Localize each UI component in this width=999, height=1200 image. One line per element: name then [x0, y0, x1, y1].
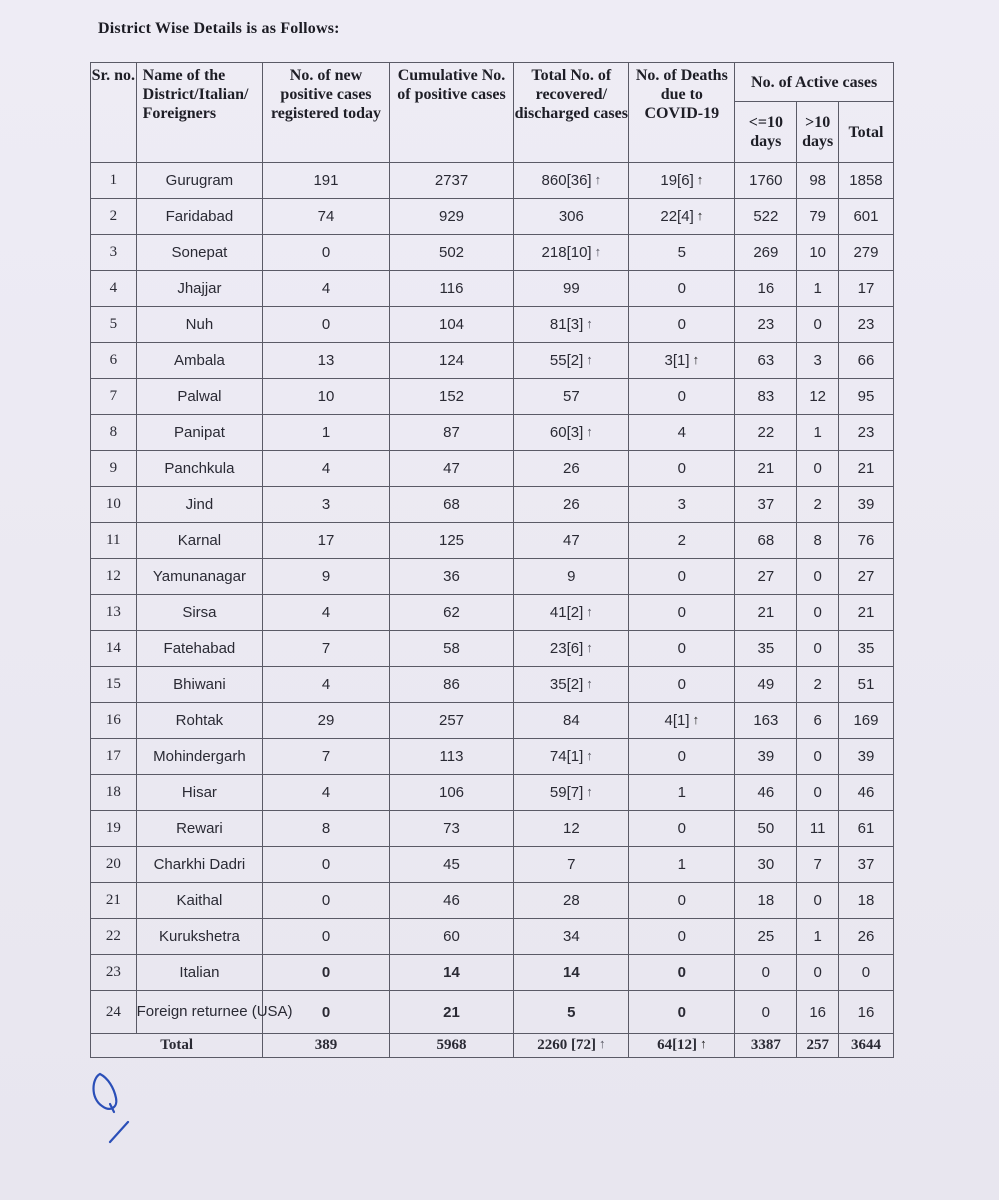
- page-heading: District Wise Details is as Follows:: [98, 20, 340, 37]
- up-arrow-icon: ↑: [586, 676, 593, 691]
- cell-active-le10: 1760: [735, 163, 797, 199]
- table-row: [91, 703, 894, 739]
- cell-active-total: 18: [838, 883, 893, 919]
- up-arrow-icon: ↑: [586, 748, 593, 763]
- total-active-total: 3644: [838, 1034, 893, 1058]
- cell-recovered: 28: [514, 883, 629, 919]
- cell-active-le10: 21: [735, 451, 797, 487]
- cell-cumulative: 62: [389, 595, 513, 631]
- cell-name: Palwal: [136, 379, 263, 415]
- district-table: [90, 62, 894, 1058]
- cell-cumulative: 46: [389, 883, 513, 919]
- cell-name: Foreign returnee (USA): [136, 991, 263, 1034]
- cell-new: 10: [263, 379, 390, 415]
- cell-recovered: 9: [514, 559, 629, 595]
- up-arrow-icon: ↑: [692, 712, 700, 727]
- cell-active-gt10: 7: [797, 847, 838, 883]
- up-arrow-icon: ↑: [586, 784, 593, 799]
- cell-cumulative: 58: [389, 631, 513, 667]
- cell-deaths: 1: [629, 775, 735, 811]
- cell-active-total: 21: [838, 451, 893, 487]
- table-row: [91, 487, 894, 523]
- cell-new: 191: [263, 163, 390, 199]
- cell-name: Panchkula: [136, 451, 263, 487]
- table-row: [91, 559, 894, 595]
- cell-name: Panipat: [136, 415, 263, 451]
- cell-sr: 18: [91, 775, 137, 811]
- cell-deaths: 19[6] ↑: [629, 163, 735, 199]
- cell-active-le10: 163: [735, 703, 797, 739]
- cell-active-gt10: 11: [797, 811, 838, 847]
- cell-cumulative: 104: [389, 307, 513, 343]
- table-row: [91, 415, 894, 451]
- cell-active-total: 169: [838, 703, 893, 739]
- cell-sr: 23: [91, 955, 137, 991]
- cell-active-le10: 16: [735, 271, 797, 307]
- cell-sr: 20: [91, 847, 137, 883]
- cell-recovered: 860[36] ↑: [514, 163, 629, 199]
- cell-recovered: 26: [514, 451, 629, 487]
- table-row: [91, 667, 894, 703]
- total-row: [91, 1034, 894, 1058]
- cell-active-gt10: 3: [797, 343, 838, 379]
- up-arrow-icon: ↑: [586, 640, 593, 655]
- cell-recovered: 23[6] ↑: [514, 631, 629, 667]
- cell-active-gt10: 16: [797, 991, 838, 1034]
- cell-active-le10: 22: [735, 415, 797, 451]
- cell-name: Sirsa: [136, 595, 263, 631]
- col-header-recovered: Total No. of recovered/ discharged cases: [514, 63, 629, 163]
- table-row: [91, 307, 894, 343]
- cell-recovered: 12: [514, 811, 629, 847]
- cell-active-gt10: 0: [797, 775, 838, 811]
- cell-active-total: 39: [838, 487, 893, 523]
- table-row: [91, 775, 894, 811]
- cell-name: Kaithal: [136, 883, 263, 919]
- cell-new: 4: [263, 271, 390, 307]
- cell-active-gt10: 0: [797, 307, 838, 343]
- cell-active-le10: 68: [735, 523, 797, 559]
- table-row: [91, 955, 894, 991]
- cell-active-total: 21: [838, 595, 893, 631]
- cell-recovered: 7: [514, 847, 629, 883]
- cell-deaths: 5: [629, 235, 735, 271]
- cell-recovered: 74[1] ↑: [514, 739, 629, 775]
- cell-new: 0: [263, 235, 390, 271]
- cell-deaths: 0: [629, 271, 735, 307]
- total-recovered: 2260 [72] ↑: [514, 1034, 629, 1058]
- table-row: [91, 235, 894, 271]
- up-arrow-icon: ↑: [700, 1036, 707, 1051]
- cell-active-total: 66: [838, 343, 893, 379]
- table-row: [91, 739, 894, 775]
- cell-cumulative: 60: [389, 919, 513, 955]
- cell-new: 7: [263, 631, 390, 667]
- table-row: [91, 811, 894, 847]
- cell-name: Ambala: [136, 343, 263, 379]
- cell-active-gt10: 0: [797, 955, 838, 991]
- cell-active-total: 601: [838, 199, 893, 235]
- cell-deaths: 3: [629, 487, 735, 523]
- cell-active-total: 35: [838, 631, 893, 667]
- table-row: [91, 163, 894, 199]
- cell-name: Nuh: [136, 307, 263, 343]
- cell-deaths: 0: [629, 595, 735, 631]
- cell-active-le10: 46: [735, 775, 797, 811]
- cell-new: 0: [263, 955, 390, 991]
- cell-active-total: 23: [838, 415, 893, 451]
- cell-deaths: 0: [629, 559, 735, 595]
- cell-sr: 16: [91, 703, 137, 739]
- cell-sr: 4: [91, 271, 137, 307]
- cell-sr: 7: [91, 379, 137, 415]
- cell-active-total: 39: [838, 739, 893, 775]
- cell-new: 0: [263, 847, 390, 883]
- cell-active-total: 279: [838, 235, 893, 271]
- cell-active-gt10: 1: [797, 415, 838, 451]
- cell-new: 8: [263, 811, 390, 847]
- cell-recovered: 41[2] ↑: [514, 595, 629, 631]
- cell-new: 4: [263, 775, 390, 811]
- col-header-active-gt10: >10 days: [797, 102, 838, 163]
- table-row: [91, 199, 894, 235]
- cell-active-gt10: 6: [797, 703, 838, 739]
- cell-cumulative: 124: [389, 343, 513, 379]
- cell-deaths: 22[4] ↑: [629, 199, 735, 235]
- cell-sr: 11: [91, 523, 137, 559]
- cell-recovered: 26: [514, 487, 629, 523]
- cell-recovered: 14: [514, 955, 629, 991]
- cell-cumulative: 14: [389, 955, 513, 991]
- cell-sr: 15: [91, 667, 137, 703]
- cell-cumulative: 113: [389, 739, 513, 775]
- total-label: Total: [91, 1034, 263, 1058]
- cell-recovered: 99: [514, 271, 629, 307]
- table-row: [91, 451, 894, 487]
- cell-recovered: 34: [514, 919, 629, 955]
- cell-active-le10: 83: [735, 379, 797, 415]
- cell-sr: 8: [91, 415, 137, 451]
- cell-new: 4: [263, 667, 390, 703]
- cell-name: Jind: [136, 487, 263, 523]
- table-row: [91, 919, 894, 955]
- col-header-deaths: No. of Deaths due to COVID-19: [629, 63, 735, 163]
- up-arrow-icon: ↑: [586, 604, 593, 619]
- table-row: [91, 847, 894, 883]
- cell-new: 9: [263, 559, 390, 595]
- cell-active-gt10: 2: [797, 667, 838, 703]
- cell-name: Jhajjar: [136, 271, 263, 307]
- cell-active-gt10: 1: [797, 271, 838, 307]
- table-row: [91, 343, 894, 379]
- cell-sr: 10: [91, 487, 137, 523]
- col-header-active-le10: <=10 days: [735, 102, 797, 163]
- cell-active-le10: 25: [735, 919, 797, 955]
- cell-sr: 12: [91, 559, 137, 595]
- cell-recovered: 81[3] ↑: [514, 307, 629, 343]
- cell-new: 4: [263, 595, 390, 631]
- cell-new: 7: [263, 739, 390, 775]
- cell-deaths: 0: [629, 883, 735, 919]
- up-arrow-icon: ↑: [598, 1036, 606, 1051]
- cell-name: Mohindergarh: [136, 739, 263, 775]
- cell-active-gt10: 12: [797, 379, 838, 415]
- cell-name: Bhiwani: [136, 667, 263, 703]
- cell-name: Fatehabad: [136, 631, 263, 667]
- cell-name: Yamunanagar: [136, 559, 263, 595]
- cell-active-total: 16: [838, 991, 893, 1034]
- cell-cumulative: 929: [389, 199, 513, 235]
- cell-sr: 5: [91, 307, 137, 343]
- cell-recovered: 57: [514, 379, 629, 415]
- cell-active-le10: 27: [735, 559, 797, 595]
- cell-deaths: 3[1] ↑: [629, 343, 735, 379]
- cell-active-gt10: 0: [797, 559, 838, 595]
- cell-cumulative: 86: [389, 667, 513, 703]
- cell-name: Italian: [136, 955, 263, 991]
- total-active-le10: 3387: [735, 1034, 797, 1058]
- cell-active-total: 26: [838, 919, 893, 955]
- cell-recovered: 306: [514, 199, 629, 235]
- up-arrow-icon: ↑: [594, 244, 602, 259]
- cell-deaths: 0: [629, 379, 735, 415]
- up-arrow-icon: ↑: [586, 352, 593, 367]
- cell-deaths: 0: [629, 811, 735, 847]
- cell-active-gt10: 8: [797, 523, 838, 559]
- cell-cumulative: 45: [389, 847, 513, 883]
- cell-new: 4: [263, 451, 390, 487]
- cell-cumulative: 36: [389, 559, 513, 595]
- cell-active-gt10: 98: [797, 163, 838, 199]
- cell-active-le10: 269: [735, 235, 797, 271]
- cell-deaths: 0: [629, 451, 735, 487]
- cell-deaths: 0: [629, 667, 735, 703]
- cell-sr: 14: [91, 631, 137, 667]
- cell-recovered: 84: [514, 703, 629, 739]
- cell-cumulative: 152: [389, 379, 513, 415]
- cell-active-gt10: 0: [797, 739, 838, 775]
- cell-active-gt10: 79: [797, 199, 838, 235]
- cell-active-gt10: 0: [797, 631, 838, 667]
- cell-active-le10: 49: [735, 667, 797, 703]
- cell-active-gt10: 10: [797, 235, 838, 271]
- cell-recovered: 5: [514, 991, 629, 1034]
- cell-deaths: 1: [629, 847, 735, 883]
- cell-recovered: 60[3] ↑: [514, 415, 629, 451]
- table-row: [91, 523, 894, 559]
- cell-new: 3: [263, 487, 390, 523]
- cell-deaths: 0: [629, 307, 735, 343]
- cell-name: Sonepat: [136, 235, 263, 271]
- cell-active-gt10: 0: [797, 883, 838, 919]
- cell-deaths: 4: [629, 415, 735, 451]
- up-arrow-icon: ↑: [594, 172, 602, 187]
- cell-cumulative: 68: [389, 487, 513, 523]
- cell-active-gt10: 2: [797, 487, 838, 523]
- cell-active-total: 37: [838, 847, 893, 883]
- cell-cumulative: 257: [389, 703, 513, 739]
- table-row: [91, 271, 894, 307]
- table-row: [91, 631, 894, 667]
- cell-new: 0: [263, 883, 390, 919]
- cell-name: Rohtak: [136, 703, 263, 739]
- cell-sr: 13: [91, 595, 137, 631]
- cell-new: 1: [263, 415, 390, 451]
- cell-active-le10: 63: [735, 343, 797, 379]
- cell-new: 74: [263, 199, 390, 235]
- cell-name: Gurugram: [136, 163, 263, 199]
- cell-recovered: 59[7] ↑: [514, 775, 629, 811]
- cell-deaths: 0: [629, 919, 735, 955]
- cell-new: 0: [263, 919, 390, 955]
- total-deaths: 64[12] ↑: [629, 1034, 735, 1058]
- cell-name: Faridabad: [136, 199, 263, 235]
- up-arrow-icon: ↑: [692, 352, 700, 367]
- total-active-gt10: 257: [797, 1034, 838, 1058]
- col-header-name: Name of the District/Italian/ Foreigners: [136, 63, 263, 163]
- cell-active-le10: 18: [735, 883, 797, 919]
- cell-active-total: 51: [838, 667, 893, 703]
- table-row: [91, 379, 894, 415]
- cell-cumulative: 21: [389, 991, 513, 1034]
- cell-sr: 6: [91, 343, 137, 379]
- col-header-active-total: Total: [838, 102, 893, 163]
- cell-active-total: 0: [838, 955, 893, 991]
- cell-sr: 3: [91, 235, 137, 271]
- table-body: [91, 163, 894, 1058]
- cell-active-le10: 30: [735, 847, 797, 883]
- cell-cumulative: 2737: [389, 163, 513, 199]
- col-header-sr: Sr. no.: [91, 63, 137, 163]
- cell-active-total: 23: [838, 307, 893, 343]
- col-header-cumulative: Cumulative No. of positive cases: [389, 63, 513, 163]
- cell-deaths: 0: [629, 739, 735, 775]
- cell-cumulative: 87: [389, 415, 513, 451]
- up-arrow-icon: ↑: [696, 208, 704, 223]
- total-new: 389: [263, 1034, 390, 1058]
- table-row: [91, 883, 894, 919]
- cell-new: 0: [263, 307, 390, 343]
- cell-active-le10: 0: [735, 955, 797, 991]
- cell-active-total: 76: [838, 523, 893, 559]
- cell-active-total: 17: [838, 271, 893, 307]
- cell-active-le10: 39: [735, 739, 797, 775]
- col-header-active: No. of Active cases: [735, 63, 894, 102]
- cell-active-le10: 21: [735, 595, 797, 631]
- total-cumulative: 5968: [389, 1034, 513, 1058]
- cell-active-le10: 37: [735, 487, 797, 523]
- cell-name: Hisar: [136, 775, 263, 811]
- cell-deaths: 0: [629, 631, 735, 667]
- cell-sr: 21: [91, 883, 137, 919]
- cell-deaths: 4[1] ↑: [629, 703, 735, 739]
- cell-name: Rewari: [136, 811, 263, 847]
- cell-deaths: 2: [629, 523, 735, 559]
- cell-sr: 19: [91, 811, 137, 847]
- cell-active-total: 1858: [838, 163, 893, 199]
- up-arrow-icon: ↑: [586, 316, 593, 331]
- cell-cumulative: 47: [389, 451, 513, 487]
- cell-sr: 22: [91, 919, 137, 955]
- cell-sr: 2: [91, 199, 137, 235]
- cell-cumulative: 502: [389, 235, 513, 271]
- cell-active-le10: 50: [735, 811, 797, 847]
- cell-active-total: 27: [838, 559, 893, 595]
- cell-new: 17: [263, 523, 390, 559]
- cell-active-gt10: 0: [797, 595, 838, 631]
- cell-new: 29: [263, 703, 390, 739]
- table-row: [91, 595, 894, 631]
- cell-active-le10: 0: [735, 991, 797, 1034]
- cell-recovered: 47: [514, 523, 629, 559]
- up-arrow-icon: ↑: [696, 172, 704, 187]
- cell-cumulative: 116: [389, 271, 513, 307]
- cell-active-total: 46: [838, 775, 893, 811]
- cell-active-total: 61: [838, 811, 893, 847]
- cell-new: 0: [263, 991, 390, 1034]
- cell-name: Karnal: [136, 523, 263, 559]
- cell-cumulative: 125: [389, 523, 513, 559]
- cell-sr: 9: [91, 451, 137, 487]
- cell-sr: 24: [91, 991, 137, 1034]
- cell-recovered: 218[10] ↑: [514, 235, 629, 271]
- cell-deaths: 0: [629, 991, 735, 1034]
- cell-cumulative: 73: [389, 811, 513, 847]
- cell-active-gt10: 0: [797, 451, 838, 487]
- col-header-new: No. of new positive cases registered today: [263, 63, 390, 163]
- table-row: [91, 991, 894, 1034]
- cell-active-le10: 35: [735, 631, 797, 667]
- cell-deaths: 0: [629, 955, 735, 991]
- cell-sr: 17: [91, 739, 137, 775]
- up-arrow-icon: ↑: [586, 424, 593, 439]
- cell-active-le10: 23: [735, 307, 797, 343]
- cell-name: Kurukshetra: [136, 919, 263, 955]
- cell-active-total: 95: [838, 379, 893, 415]
- cell-new: 13: [263, 343, 390, 379]
- cell-sr: 1: [91, 163, 137, 199]
- cell-recovered: 55[2] ↑: [514, 343, 629, 379]
- cell-cumulative: 106: [389, 775, 513, 811]
- handwritten-mark: [88, 1068, 148, 1158]
- cell-recovered: 35[2] ↑: [514, 667, 629, 703]
- cell-active-le10: 522: [735, 199, 797, 235]
- cell-name: Charkhi Dadri: [136, 847, 263, 883]
- cell-active-gt10: 1: [797, 919, 838, 955]
